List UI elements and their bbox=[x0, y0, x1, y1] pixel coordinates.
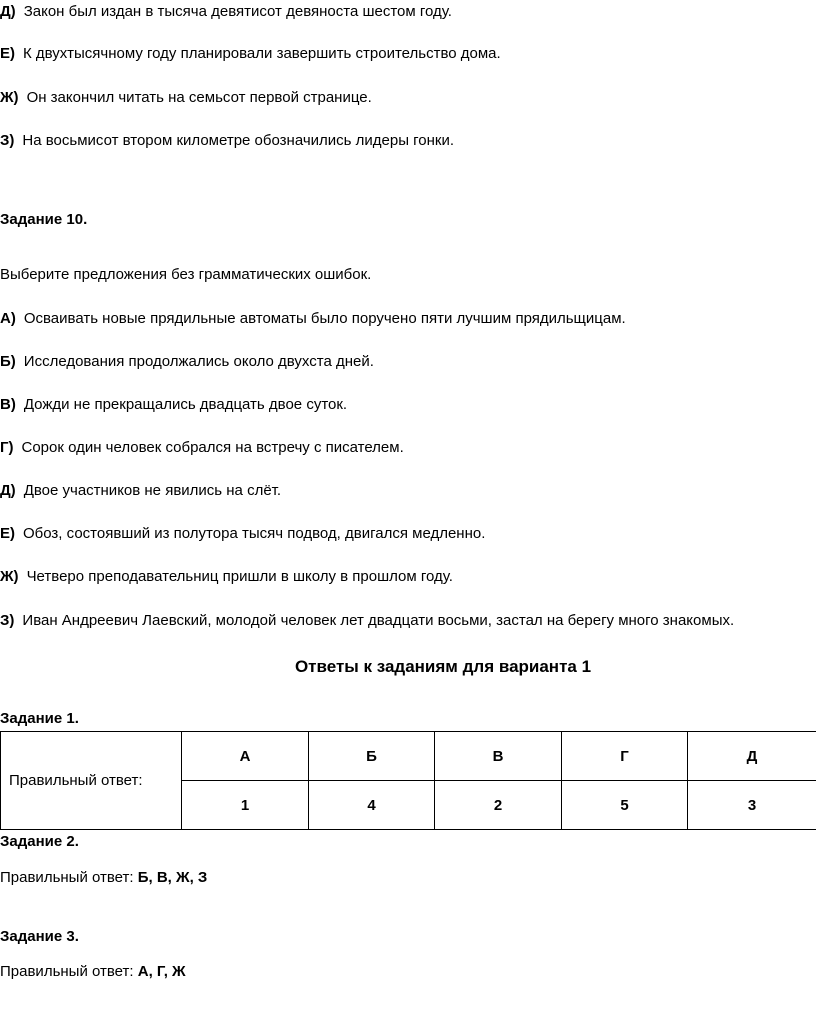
option-text: На восьмисот втором километре обозначились лидеры гонки. bbox=[22, 132, 455, 149]
option-letter: Ж) bbox=[0, 89, 19, 106]
option-text: Исследования продолжались около двухста дней. bbox=[23, 353, 374, 370]
option-letter: З) bbox=[0, 132, 15, 149]
option-line bbox=[0, 131, 454, 151]
option-text: К двухтысячному году планировали завершить строительство дома. bbox=[23, 45, 501, 62]
option-line bbox=[0, 395, 347, 415]
table-value-cell: 1 bbox=[182, 781, 309, 830]
task10-heading: Задание 10. bbox=[0, 211, 88, 228]
table-row-label: Правильный ответ: bbox=[1, 732, 182, 830]
option-letter: Д) bbox=[0, 3, 16, 20]
option-text: Иван Андреевич Лаевский, молодой человек лет двадцати восьми, застал на берегу много знакомых. bbox=[22, 612, 735, 629]
option-letter: В) bbox=[0, 396, 16, 413]
task3-heading: Задание 3. bbox=[0, 928, 79, 945]
option-text: Осваивать новые прядильные автоматы было поручено пяти лучшим прядильщицам. bbox=[23, 310, 626, 327]
option-line bbox=[0, 524, 485, 544]
table-header-cell: А bbox=[182, 732, 309, 781]
option-text: Обоз, состоявший из полутора тысяч подвод, двигался медленно. bbox=[23, 525, 486, 542]
answer-value: Б, В, Ж, З bbox=[137, 869, 208, 886]
option-line bbox=[0, 438, 404, 458]
task2-heading: Задание 2. bbox=[0, 833, 79, 850]
option-line bbox=[0, 481, 281, 501]
option-text: Закон был издан в тысяча девятисот девяноста шестом году. bbox=[23, 3, 452, 20]
answer-label: Правильный ответ: bbox=[0, 869, 134, 886]
option-letter: Ж) bbox=[0, 568, 19, 585]
option-letter: Е) bbox=[0, 45, 15, 62]
task3-answer bbox=[0, 962, 186, 982]
table-header-cell: Г bbox=[562, 732, 688, 781]
option-line bbox=[0, 2, 452, 22]
table-value-cell: 2 bbox=[435, 781, 562, 830]
option-letter: Б) bbox=[0, 353, 16, 370]
option-line bbox=[0, 88, 372, 108]
task10-instruction: Выберите предложения без грамматических ошибок. bbox=[0, 266, 372, 283]
option-text: Сорок один человек собрался на встречу с писателем. bbox=[21, 439, 404, 456]
option-text: Он закончил читать на семьсот первой странице. bbox=[26, 89, 372, 106]
option-line bbox=[0, 611, 734, 631]
table-header-cell: Д bbox=[688, 732, 816, 781]
option-letter: З) bbox=[0, 612, 15, 629]
table-row bbox=[1, 732, 816, 781]
answer-value: А, Г, Ж bbox=[137, 963, 186, 980]
option-text: Двое участников не явились на слёт. bbox=[23, 482, 282, 499]
answer-label: Правильный ответ: bbox=[0, 963, 134, 980]
task2-answer bbox=[0, 868, 207, 888]
table-value-cell: 4 bbox=[309, 781, 435, 830]
option-letter: Г) bbox=[0, 439, 14, 456]
task1-heading: Задание 1. bbox=[0, 710, 79, 727]
option-letter: Е) bbox=[0, 525, 15, 542]
option-letter: Д) bbox=[0, 482, 16, 499]
option-line bbox=[0, 309, 626, 329]
option-text: Дожди не прекращались двадцать двое суток. bbox=[23, 396, 348, 413]
table-value-cell: 5 bbox=[562, 781, 688, 830]
table-value-cell: 3 bbox=[688, 781, 816, 830]
table-header-cell: Б bbox=[309, 732, 435, 781]
option-line bbox=[0, 352, 374, 372]
answers-title: Ответы к заданиям для варианта 1 bbox=[294, 657, 592, 676]
option-line bbox=[0, 567, 453, 587]
option-line bbox=[0, 44, 501, 64]
answers-table bbox=[0, 731, 816, 830]
table-header-cell: В bbox=[435, 732, 562, 781]
option-text: Четверо преподавательниц пришли в школу в прошлом году. bbox=[26, 568, 453, 585]
option-letter: А) bbox=[0, 310, 16, 327]
